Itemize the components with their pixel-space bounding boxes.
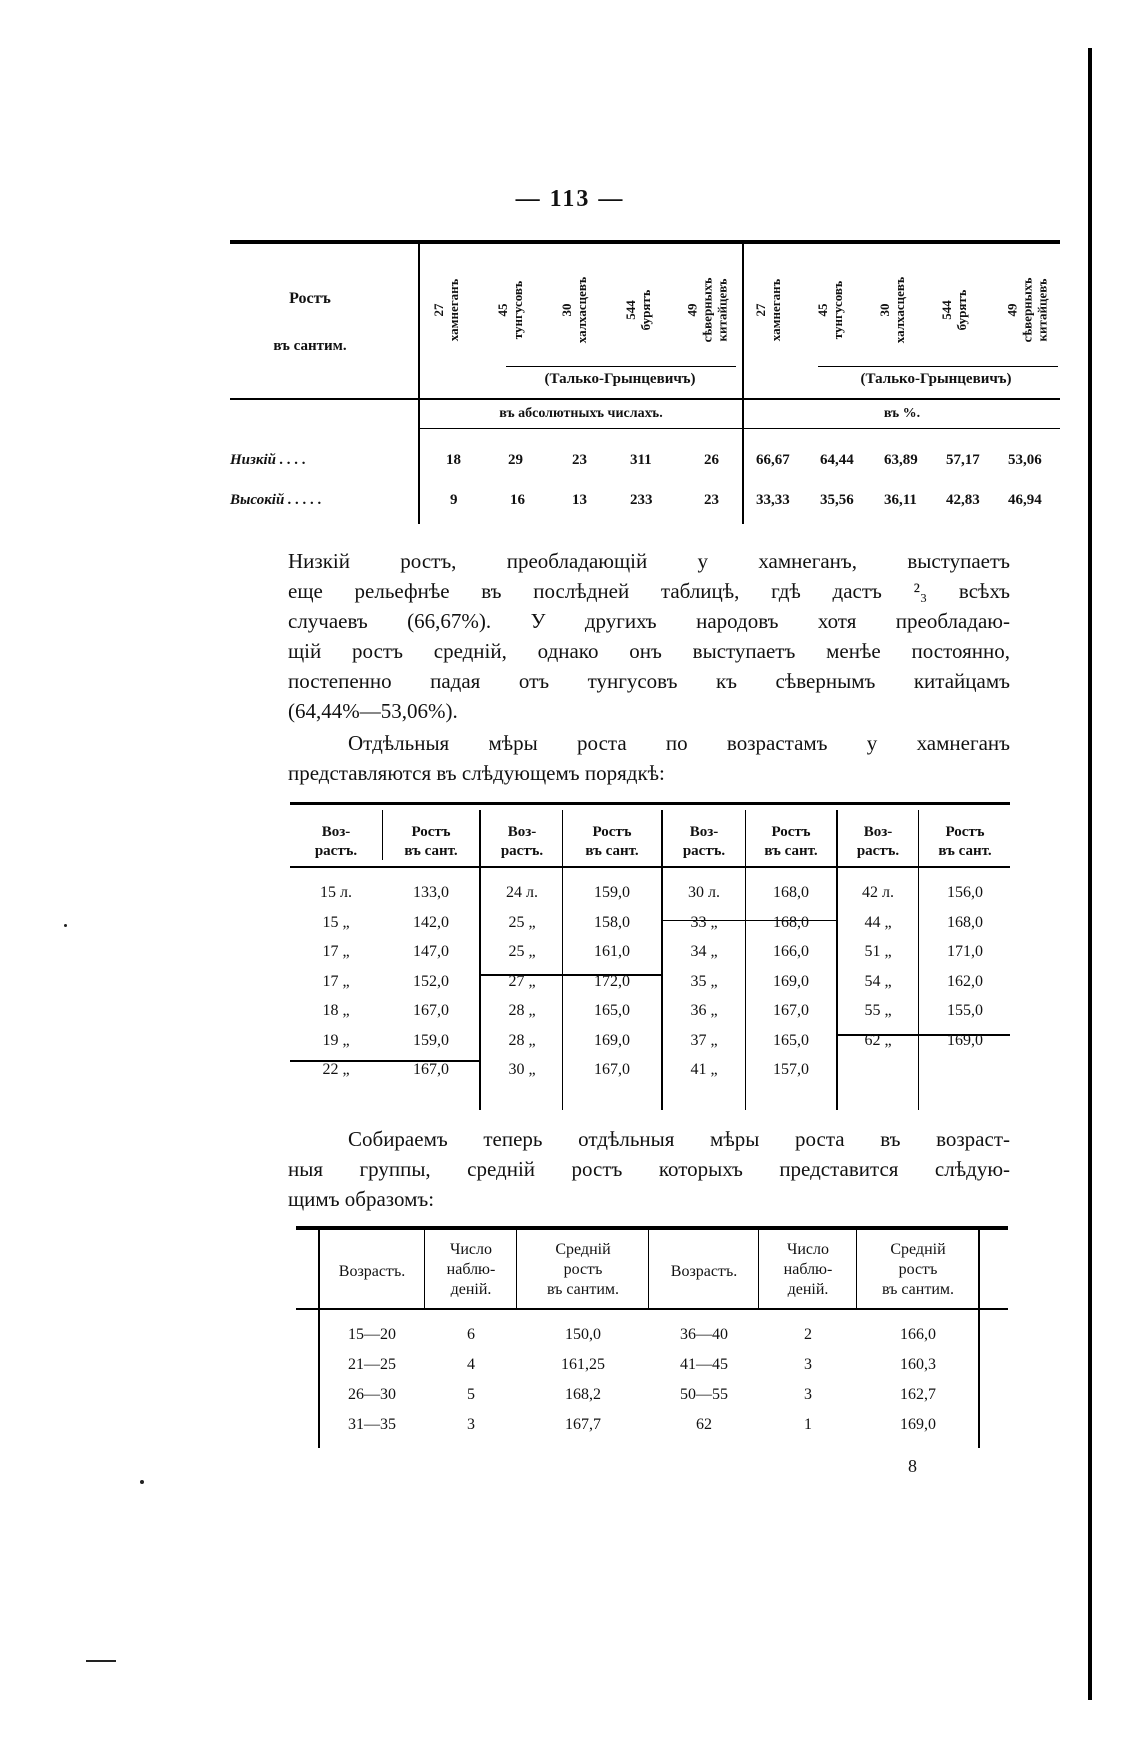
height-cell: 161,0 [594, 943, 630, 960]
age-cell: 17 „ [322, 943, 350, 960]
age-cell: 15 „ [322, 913, 350, 931]
age-cell: 37 „ [690, 1031, 718, 1049]
height-cell: 167,0 [594, 1061, 630, 1078]
height-cell: 168,0 [947, 913, 983, 931]
text-line: Отдѣльныя мѣры роста по возрастамъ у хамнеганъ [348, 731, 1010, 755]
text-line: еще рельефнѣе въ послѣдней таблицѣ, гдѣ дастъ ²₃ всѣхъ [288, 579, 1010, 603]
table3-divider [978, 1230, 980, 1448]
row-label: Высокій . . . . . [230, 492, 322, 508]
text-line: щій ростъ средній, однако онъ выступаетъ менѣе постоянно, [288, 639, 1010, 663]
height-cell: 147,0 [413, 943, 449, 960]
height-cell: 152,0 [413, 972, 449, 990]
height-cell: 165,0 [594, 1002, 630, 1019]
cell: 66,67 [756, 452, 790, 468]
scan-mark [140, 1480, 144, 1484]
cell: 46,94 [1008, 492, 1042, 508]
age-group-cell: 31—35 [348, 1416, 396, 1433]
source-label: (Талько-Грынцевичъ) [860, 371, 1012, 387]
cell: 233 [630, 492, 653, 508]
cell: 63,89 [884, 452, 918, 468]
source-label: (Талько-Грынцевичъ) [544, 371, 696, 387]
column-header: Средній ростъ въ сантим. [546, 1241, 620, 1298]
cell: 23 [704, 492, 719, 508]
height-cell: 167,0 [773, 1002, 809, 1019]
text-line: ныя группы, средній ростъ которыхъ представится слѣдую- [288, 1157, 1010, 1181]
signature-mark: 8 [908, 1456, 917, 1476]
height-cell: 167,0 [413, 1002, 449, 1019]
column-header: Средній ростъ въ сантим. [881, 1241, 955, 1298]
age-cell: 24 л. [506, 884, 538, 901]
count-cell: 1 [804, 1416, 812, 1433]
age-group-cell: 26—30 [348, 1386, 396, 1403]
column-header: 544 бурятъ [939, 289, 969, 331]
text-line: Низкій ростъ, преобладающій у хамнеганъ, выступаетъ [288, 549, 1010, 573]
mean-height-cell: 162,7 [900, 1386, 936, 1403]
count-cell: 4 [467, 1356, 475, 1373]
age-cell: 62 „ [864, 1031, 892, 1049]
text-line: щимъ образомъ: [288, 1187, 435, 1211]
column-header: 49 сѣверныхъ китайцевъ [684, 277, 730, 343]
age-group-cell: 50—55 [680, 1386, 728, 1403]
column-header: Воз- растъ. [682, 824, 726, 859]
age-cell: 28 „ [508, 1002, 536, 1019]
height-cell: 157,0 [773, 1061, 809, 1078]
age-cell: 54 „ [864, 972, 892, 990]
height-cell: 155,0 [947, 1002, 983, 1019]
count-cell: 3 [467, 1416, 475, 1433]
mean-height-cell: 167,7 [565, 1416, 601, 1433]
count-cell: 6 [467, 1326, 475, 1343]
count-cell: 2 [804, 1326, 812, 1343]
cell: 57,17 [946, 452, 980, 468]
column-header: Воз- растъ. [856, 824, 900, 859]
height-cell: 167,0 [413, 1061, 449, 1078]
height-cell: 142,0 [413, 913, 449, 931]
age-cell: 41 „ [690, 1061, 718, 1078]
age-group-cell: 15—20 [348, 1326, 396, 1343]
height-cell: 158,0 [594, 913, 630, 931]
row-label: Низкій . . . . [230, 452, 306, 468]
age-cell: 34 „ [690, 943, 718, 960]
column-header: Воз- растъ. [500, 824, 544, 859]
age-cell: 30 л. [688, 884, 720, 901]
height-cell: 159,0 [413, 1031, 449, 1049]
age-cell: 17 „ [322, 972, 350, 990]
age-group-cell: 41—45 [680, 1356, 728, 1373]
age-cell: 22 „ [322, 1061, 350, 1078]
mean-height-cell: 168,2 [565, 1386, 601, 1403]
cell: 9 [450, 492, 458, 508]
age-group-cell: 21—25 [348, 1356, 396, 1373]
age-cell: 55 „ [864, 1002, 892, 1019]
height-cell: 171,0 [947, 943, 983, 960]
count-cell: 5 [467, 1386, 475, 1403]
age-cell: 15 л. [320, 884, 352, 901]
cell: 33,33 [756, 492, 790, 508]
column-header: 27 хамнеганъ [431, 278, 461, 342]
age-cell: 35 „ [690, 972, 718, 990]
table3-divider [856, 1230, 857, 1308]
column-header: 30 халхасцевъ [559, 276, 589, 344]
age-cell: 25 „ [508, 913, 536, 931]
cell: 23 [572, 452, 587, 468]
cell: 53,06 [1008, 452, 1042, 468]
height-cell: 172,0 [594, 972, 630, 990]
column-header: 45 тунгусовъ [495, 280, 525, 340]
column-header: Ростъ въ сант. [585, 824, 639, 859]
height-cell: 168,0 [773, 913, 809, 931]
age-cell: 19 „ [322, 1031, 350, 1049]
cell: 42,83 [946, 492, 980, 508]
column-header: Ростъ въ сант. [404, 824, 458, 859]
unit-label: въ %. [883, 406, 921, 421]
mean-height-cell: 161,25 [561, 1356, 605, 1373]
age-cell: 33 „ [690, 913, 718, 931]
column-header: 30 халхасцевъ [877, 276, 907, 344]
age-group-cell: 36—40 [680, 1326, 728, 1343]
height-cell: 165,0 [773, 1031, 809, 1049]
age-cell: 25 „ [508, 943, 536, 960]
cell: 35,56 [820, 492, 854, 508]
mean-height-cell: 169,0 [900, 1416, 936, 1433]
column-header: 45 тунгусовъ [815, 280, 845, 340]
mean-height-cell: 160,3 [900, 1356, 936, 1373]
table3-divider [516, 1230, 517, 1308]
height-cell: 169,0 [773, 972, 809, 990]
age-group-cell: 62 [696, 1416, 712, 1433]
column-header: Ростъ въ сант. [764, 824, 818, 859]
height-cell: 159,0 [594, 884, 630, 901]
table3-divider [758, 1230, 759, 1308]
row-header-line1: Ростъ [289, 290, 331, 307]
text-line: Собираемъ теперь отдѣльныя мѣры роста въ возраст- [348, 1127, 1010, 1151]
column-header: Число наблю- деній. [446, 1241, 496, 1298]
height-cell: 168,0 [773, 884, 809, 901]
cell: 311 [630, 452, 652, 468]
count-cell: 3 [804, 1386, 812, 1403]
table3-divider [424, 1230, 425, 1308]
mean-height-cell: 166,0 [900, 1326, 936, 1343]
column-header: 544 бурятъ [623, 289, 653, 331]
height-cell: 133,0 [413, 884, 449, 901]
column-header: Ростъ въ сант. [938, 824, 992, 859]
column-header: Возрастъ. [670, 1263, 738, 1280]
height-cell: 169,0 [947, 1031, 983, 1049]
text-line: (64,44%—53,06%). [288, 699, 458, 723]
height-cell: 156,0 [947, 884, 983, 901]
cell: 29 [508, 452, 523, 468]
age-cell: 30 „ [508, 1061, 536, 1078]
text-line: случаевъ (66,67%). У другихъ народовъ хотя преобладаю- [288, 609, 1010, 633]
scan-mark [64, 924, 67, 927]
age-cell: 18 „ [322, 1002, 350, 1019]
height-cell: 169,0 [594, 1031, 630, 1049]
age-cell: 42 л. [862, 884, 894, 901]
column-header: 49 сѣверныхъ китайцевъ [1004, 277, 1050, 343]
table3-divider [648, 1230, 649, 1308]
cell: 13 [572, 492, 587, 508]
cell: 36,11 [884, 492, 917, 508]
age-cell: 51 „ [864, 943, 892, 960]
column-header: 27 хамнеганъ [753, 278, 783, 342]
count-cell: 3 [804, 1356, 812, 1373]
age-cell: 28 „ [508, 1031, 536, 1049]
age-cell: 27 „ [508, 972, 536, 990]
column-header: Возрастъ. [338, 1263, 406, 1280]
cell: 26 [704, 452, 719, 468]
mean-height-cell: 150,0 [565, 1326, 601, 1343]
age-cell: 44 „ [864, 913, 892, 931]
column-header: Число наблю- деній. [783, 1241, 833, 1298]
height-cell: 162,0 [947, 972, 983, 990]
height-cell: 166,0 [773, 943, 809, 960]
unit-label: въ абсолютныхъ числахъ. [499, 406, 663, 421]
scan-mark [86, 1660, 116, 1662]
row-header-line2: въ сантим. [273, 338, 347, 354]
text-line: постепенно падая отъ тунгусовъ къ сѣвернымъ китайцамъ [288, 669, 1010, 693]
table3-top-rule [296, 1226, 1008, 1230]
age-cell: 36 „ [690, 1002, 718, 1019]
column-header: Воз- растъ. [314, 824, 358, 859]
text-line: представляются въ слѣдующемъ порядкѣ: [288, 761, 665, 785]
cell: 64,44 [820, 452, 854, 468]
page-number: — 113 — [515, 186, 625, 212]
table3-header-rule [296, 1308, 1008, 1310]
cell: 18 [446, 452, 461, 468]
cell: 16 [510, 492, 525, 508]
